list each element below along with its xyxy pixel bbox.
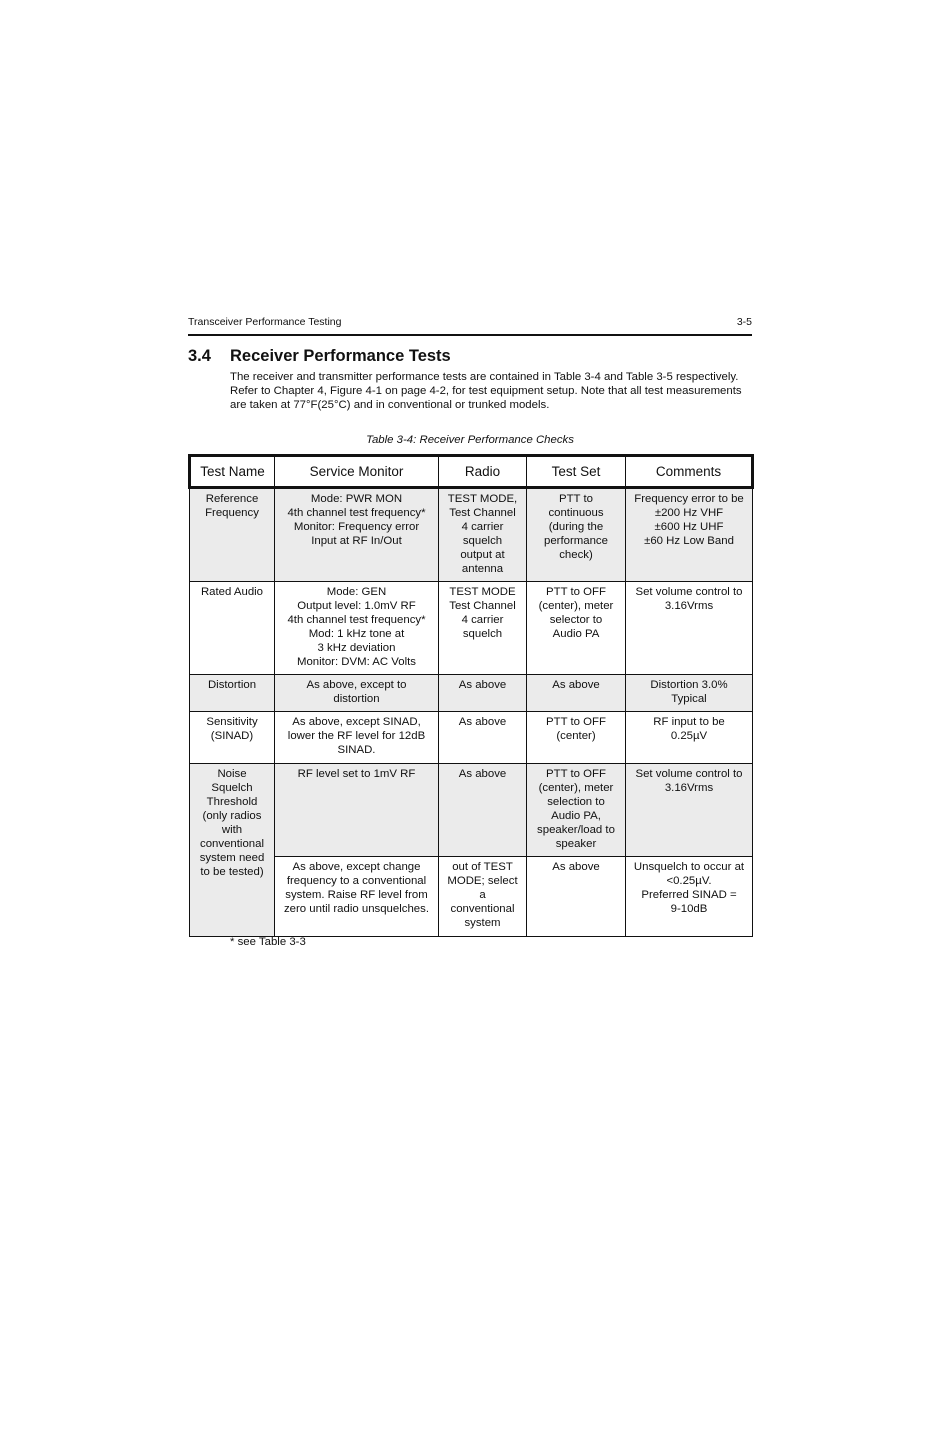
cell-test-name: Rated Audio	[190, 582, 275, 675]
cell-service-monitor: Mode: PWR MON 4th channel test frequency* Monitor: Frequency error Input at RF In/Out	[275, 488, 439, 582]
table-row	[190, 488, 753, 582]
section-number: 3.4	[188, 347, 211, 365]
cell-comments: Set volume control to 3.16Vrms	[626, 582, 753, 675]
section-heading	[188, 347, 451, 366]
cell-radio: As above	[439, 712, 527, 764]
table-row	[190, 857, 753, 937]
cell-service-monitor: As above, except to distortion	[275, 675, 439, 712]
column-header: Service Monitor	[275, 456, 439, 488]
cell-test-set: PTT to OFF (center)	[527, 712, 626, 764]
running-header	[188, 316, 752, 336]
cell-radio: TEST MODE, Test Channel 4 carrier squelch output at antenna	[439, 488, 527, 582]
table-footnote: * see Table 3-3	[230, 936, 306, 948]
cell-test-set: As above	[527, 857, 626, 937]
column-header: Radio	[439, 456, 527, 488]
column-header: Comments	[626, 456, 753, 488]
cell-service-monitor: As above, except SINAD, lower the RF level for 12dB SINAD.	[275, 712, 439, 764]
cell-test-set: As above	[527, 675, 626, 712]
table-row	[190, 712, 753, 764]
cell-comments: RF input to be 0.25µV	[626, 712, 753, 764]
cell-test-set: PTT to continuous (during the performance check)	[527, 488, 626, 582]
table-caption: Table 3-4: Receiver Performance Checks	[366, 434, 574, 446]
cell-service-monitor: RF level set to 1mV RF	[275, 764, 439, 857]
cell-comments: Frequency error to be ±200 Hz VHF ±600 Hz UHF ±60 Hz Low Band	[626, 488, 753, 582]
intro-paragraph: The receiver and transmitter performance tests are contained in Table 3-4 and Table 3-5 respectively. Refer to Chapter 4, Figure 4-1 on page 4-2, for test equipment setup. Note that all test measurements are taken at 77°F(25°C) and in conventional or trunked models.	[230, 371, 742, 411]
cell-test-set: PTT to OFF (center), meter selector to Audio PA	[527, 582, 626, 675]
section-title: Receiver Performance Tests	[230, 347, 451, 365]
table-row	[190, 582, 753, 675]
cell-radio: As above	[439, 764, 527, 857]
cell-radio: out of TEST MODE; select a conventional system	[439, 857, 527, 937]
cell-radio: As above	[439, 675, 527, 712]
cell-test-name: Reference Frequency	[190, 488, 275, 582]
cell-comments: Set volume control to 3.16Vrms	[626, 764, 753, 857]
cell-comments: Unsquelch to occur at <0.25µV. Preferred SINAD = 9-10dB	[626, 857, 753, 937]
column-header: Test Set	[527, 456, 626, 488]
table-row	[190, 675, 753, 712]
cell-test-name: Distortion	[190, 675, 275, 712]
cell-radio: TEST MODE Test Channel 4 carrier squelch	[439, 582, 527, 675]
running-header-title: Transceiver Performance Testing	[188, 316, 342, 328]
cell-service-monitor: As above, except change frequency to a conventional system. Raise RF level from zero until radio unsquelches.	[275, 857, 439, 937]
table-row	[190, 764, 753, 857]
table-header-row	[190, 456, 753, 488]
cell-test-set: PTT to OFF (center), meter selection to Audio PA, speaker/load to speaker	[527, 764, 626, 857]
cell-test-name: Sensitivity (SINAD)	[190, 712, 275, 764]
cell-test-name: Noise Squelch Threshold (only radios with conventional system need to be tested)	[190, 764, 275, 937]
page-number: 3-5	[736, 316, 752, 328]
column-header: Test Name	[190, 456, 275, 488]
cell-comments: Distortion 3.0% Typical	[626, 675, 753, 712]
receiver-performance-table	[188, 454, 754, 937]
cell-service-monitor: Mode: GEN Output level: 1.0mV RF 4th channel test frequency* Mod: 1 kHz tone at 3 kHz deviation Monitor: DVM: AC Volts	[275, 582, 439, 675]
